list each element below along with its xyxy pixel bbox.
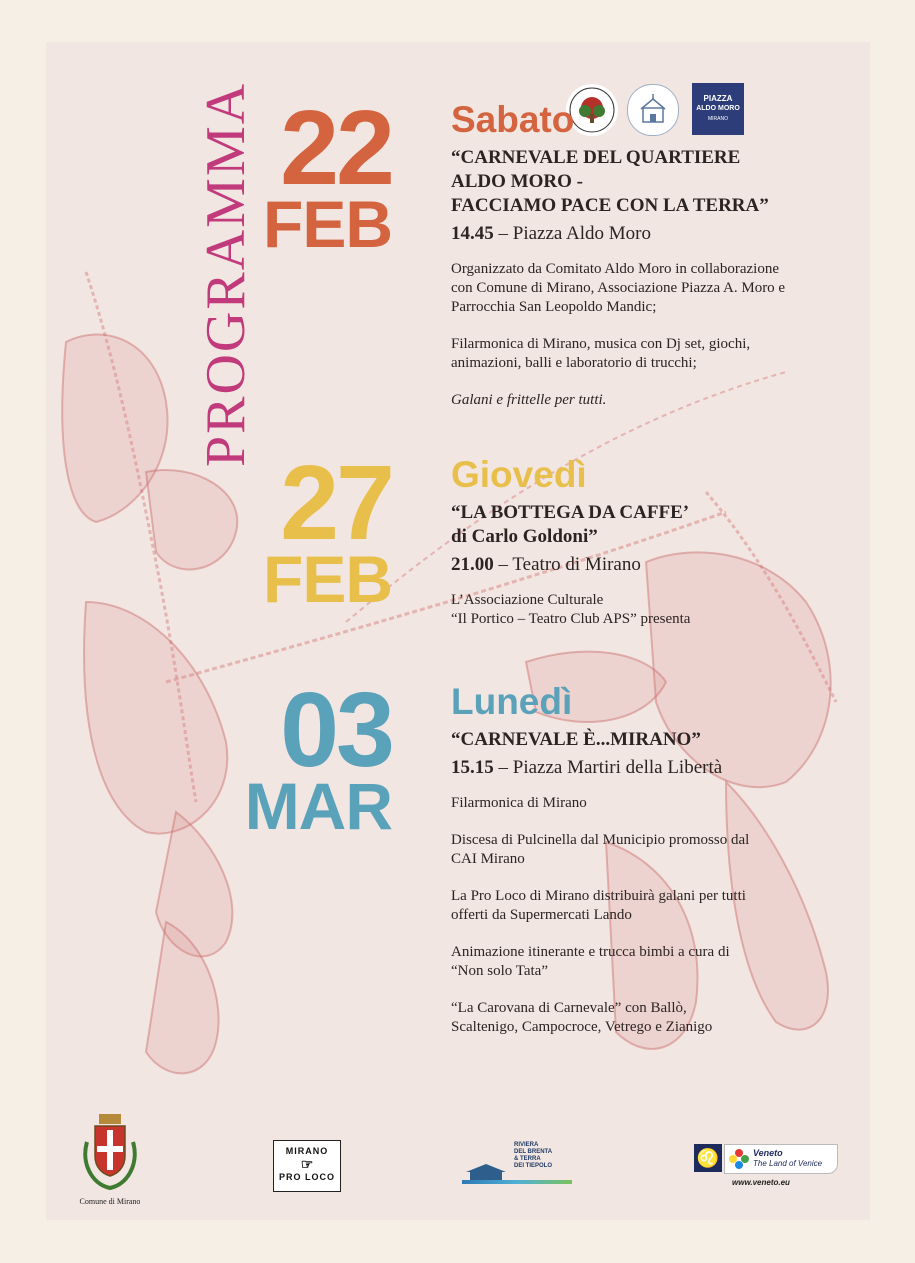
programma-title: PROGRAMMA [195,81,257,467]
description-line: Parrocchia San Leopoldo Mandic; [451,299,657,315]
veneto-tagline: The Land of Venice [753,1159,823,1168]
description-line: Animazione itinerante e trucca bimbi a cura di [451,944,730,960]
veneto-url: www.veneto.eu [732,1178,790,1187]
event-2-time-place [451,553,870,577]
event-1-date-month: FEB [263,187,392,261]
description-paragraph [451,391,870,410]
piazza-logo-line2: ALDO MORO [696,105,740,112]
veneto-name: Veneto [753,1148,783,1158]
event-3-weekday: Lunedì [451,681,573,722]
event-2-time: 21.00 [451,554,494,575]
event-3-title-line: “CARNEVALE È...MIRANO” [451,729,701,750]
event-2-description [451,591,870,629]
pointing-hand-icon: ☞ [300,1156,314,1172]
description-line: Discesa di Pulcinella dal Municipio promosso dal [451,832,750,848]
proloco-bottom-label: PRO LOCO [278,1172,335,1182]
veneto-land-of-venice-logo [694,1144,844,1192]
event-3-date-day: 03 [280,671,392,789]
piazza-logo-line3: MIRANO [708,116,728,122]
event-1 [451,100,870,428]
description-line: Organizzato da Comitato Aldo Moro in collaborazione [451,261,779,277]
event-3-time: 15.15 [451,757,494,778]
event-3-date-month: MAR [244,769,392,843]
description-line: “La Carovana di Carnevale” con Ballò, [451,1000,687,1016]
event-2-date-day: 27 [280,444,392,562]
comune-label: Comune di Mirano [79,1197,141,1206]
description-line: “Il Portico – Teatro Club APS” presenta [451,611,691,627]
poster [46,42,870,1220]
pro-loco-mirano-logo [273,1140,341,1192]
event-2-date [216,444,392,616]
description-line: “Non solo Tata” [451,963,548,979]
event-1-title-line: “CARNEVALE DEL QUARTIERE [451,147,741,168]
event-2-title-line: “LA BOTTEGA DA CAFFE’ [451,502,690,523]
event-1-time-place [451,222,870,246]
proloco-top-label: MIRANO [285,1146,329,1156]
lion-emblem-icon: ♌ [694,1144,722,1172]
description-line: La Pro Loco di Mirano distribuirà galani per tutti [451,888,746,904]
event-2-title-line: di Carlo Goldoni” [451,526,598,547]
description-line: Galani e frittelle per tutti. [451,392,607,408]
coat-of-arms-icon [77,1112,143,1192]
description-line: Filarmonica di Mirano [451,795,587,811]
description-line: L’Associazione Culturale [451,592,604,608]
event-1-title-line: FACCIAMO PACE CON LA TERRA” [451,195,769,216]
description-line: con Comune di Mirano, Associazione Piazza A. Moro e [451,280,786,296]
description-paragraph [451,943,870,981]
description-line: CAI Mirano [451,851,525,867]
event-3 [451,682,870,1055]
event-3-date [216,671,392,843]
riviera-line: DEL BRENTA [514,1149,553,1155]
riviera-line: DEI TIEPOLO [514,1163,553,1169]
event-2-date-month: FEB [263,542,392,616]
event-1-date-day: 22 [280,89,392,207]
event-1-date [216,89,392,261]
description-line: Scaltenigo, Campocroce, Vetrego e Zianigo [451,1019,713,1035]
riviera-line: & TERRA [514,1156,541,1162]
description-paragraph [451,999,870,1037]
riviera-del-brenta-logo [462,1142,572,1188]
riviera-line: RIVIERA [514,1142,539,1148]
description-paragraph [451,591,870,629]
event-3-place: – Piazza Martiri della Libertà [498,757,723,778]
riviera-wave-bar [462,1180,572,1184]
comune-di-mirano-logo [70,1112,150,1207]
description-line: offerti da Supermercati Lando [451,907,632,923]
event-3-description [451,794,870,1037]
color-star-icon [728,1148,750,1170]
description-paragraph [451,887,870,925]
description-paragraph [451,335,870,373]
event-1-weekday: Sabato [451,99,575,140]
event-1-place: – Piazza Aldo Moro [498,223,652,244]
event-3-time-place [451,756,870,780]
event-2-place: – Teatro di Mirano [498,554,641,575]
event-1-title-line: ALDO MORO - [451,171,583,192]
description-line: animazioni, balli e laboratorio di trucchi; [451,355,697,371]
event-1-description [451,260,870,410]
event-2-weekday: Giovedì [451,454,587,495]
event-1-time: 14.45 [451,223,494,244]
description-line: Filarmonica di Mirano, musica con Dj set, giochi, [451,336,751,352]
event-1-title [451,146,870,218]
description-paragraph [451,794,870,813]
description-paragraph [451,260,870,317]
event-2-title [451,501,870,549]
event-2 [451,455,870,647]
piazza-logo-line1: PIAZZA [703,94,733,103]
event-3-title [451,728,870,752]
description-paragraph [451,831,870,869]
